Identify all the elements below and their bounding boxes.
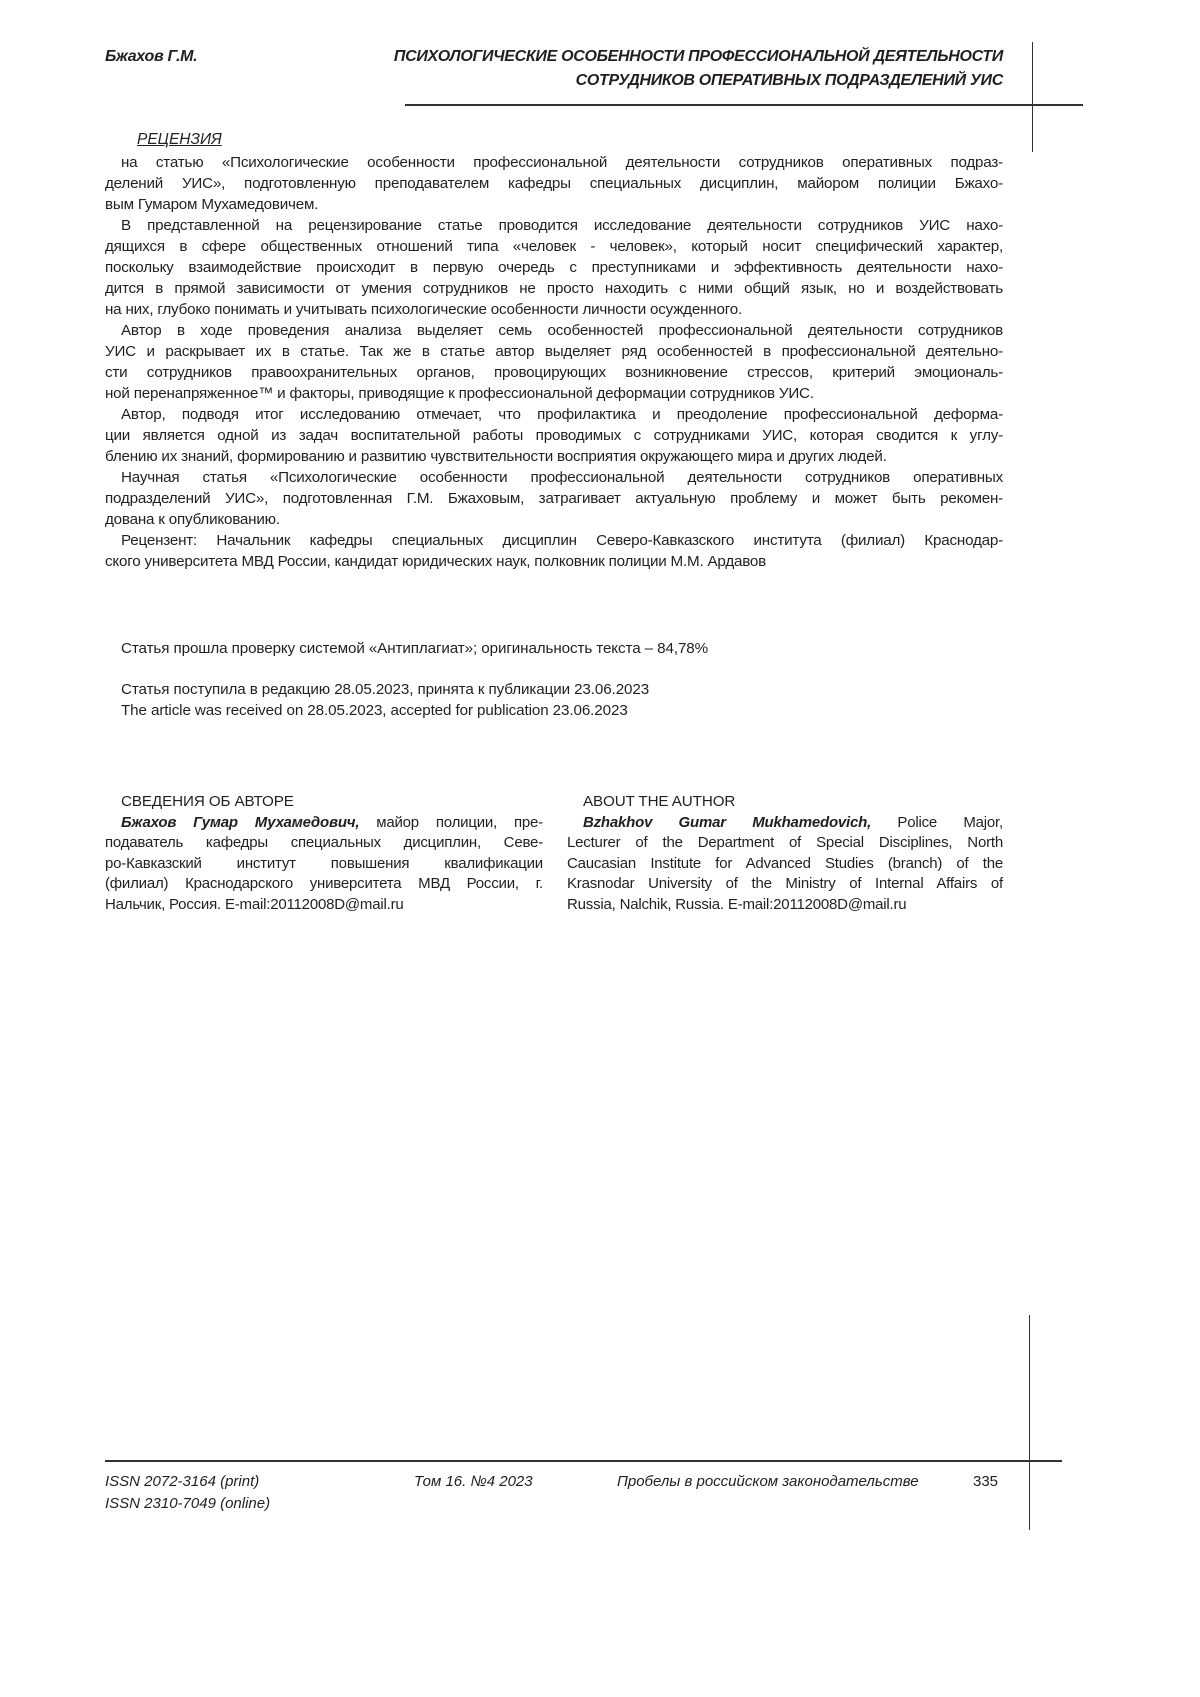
review-paragraph-3-line: ной перенапряженное™ и факторы, приводящие к профессиональной деформации сотрудников УИС. xyxy=(105,385,814,402)
review-paragraph-6-line: Рецензент: Начальник кафедры специальных дисциплин Северо-Кавказского института (филиал) Краснодар- xyxy=(121,532,1003,549)
author-en-rank: Police Major, xyxy=(871,813,1003,831)
header-vertical-rule xyxy=(1032,42,1033,152)
author-en-line: Caucasian Institute for Advanced Studies (branch) of the xyxy=(567,854,1003,872)
author-ru-line: (филиал) Краснодарского университета МВД России, г. xyxy=(105,875,543,892)
author-ru-line: Нальчик, Россия. E-mail:20112008D@mail.ru xyxy=(105,895,404,913)
author-en-name: Bzhakhov Gumar Mukhamedovich, xyxy=(583,813,872,831)
running-title xyxy=(394,45,1003,93)
review-paragraph-5-line: подразделений УИС», подготовленная Г.М. Бжаховым, затрагивает актуальную проблему и может быть рекомен- xyxy=(105,490,1003,507)
volume-issue: Том 16. №4 2023 xyxy=(414,1473,533,1490)
antiplagiat-note: Статья прошла проверку системой «Антиплагиат»; оригинальность текста – 84,78% xyxy=(121,640,709,657)
review-paragraph-1-line: вым Гумаром Мухамедовичем. xyxy=(105,196,319,213)
review-paragraph-4-line: блению их знаний, формированию и развитию чувствительности восприятия окружающего мира и других людей. xyxy=(105,448,887,465)
page-number: 335 xyxy=(973,1473,999,1490)
author-en-line: Lecturer of the Department of Special Disciplines, North xyxy=(567,834,1003,851)
review-paragraph-4-line: Автор, подводя итог исследованию отмечает, что профилактика и преодоление профессиональной деформа- xyxy=(121,406,1003,423)
journal-name: Пробелы в российском законодательстве xyxy=(617,1473,919,1490)
review-paragraph-1-line: на статью «Психологические особенности профессиональной деятельности сотрудников оперативных подраз- xyxy=(121,154,1003,171)
author-en-first-line xyxy=(567,813,1003,834)
running-title-line2: СОТРУДНИКОВ ОПЕРАТИВНЫХ ПОДРАЗДЕЛЕНИЙ УИС xyxy=(575,72,1003,89)
review-paragraph-2-line: на них, глубоко понимать и учитывать психологические особенности личности осужденного. xyxy=(105,301,742,318)
author-en-line: Russia, Nalchik, Russia. E-mail:20112008D@mail.ru xyxy=(567,895,907,913)
received-ru: Статья поступила в редакцию 28.05.2023, принята к публикации 23.06.2023 xyxy=(121,681,650,698)
author-ru-rank: майор полиции, пре- xyxy=(359,813,543,831)
author-ru-line: подаватель кафедры специальных дисциплин, Севе- xyxy=(105,834,543,851)
issn-print: ISSN 2072-3164 (print) xyxy=(105,1473,260,1490)
review-paragraph-5-line: дована к опубликованию. xyxy=(105,511,280,528)
author-ru-name: Бжахов Гумар Мухамедович, xyxy=(121,813,360,831)
author-ru-line: ро-Кавказский институт повышения квалификации xyxy=(105,854,543,872)
review-paragraph-2-line: дящихся в сфере общественных отношений типа «человек - человек», который носит специфический характер, xyxy=(105,238,1003,255)
received-en: The article was received on 28.05.2023, accepted for publication 23.06.2023 xyxy=(121,702,628,719)
author-ru-heading: СВЕДЕНИЯ ОБ АВТОРЕ xyxy=(121,793,294,810)
review-paragraph-2-line: В представленной на рецензирование статье проводится исследование деятельности сотрудников УИС нахо- xyxy=(121,217,1003,234)
review-paragraph-6-line: ского университета МВД России, кандидат юридических наук, полковник полиции М.М. Ардавов xyxy=(105,553,767,570)
running-author: Бжахов Г.М. xyxy=(105,48,198,65)
author-en-line: Krasnodar University of the Ministry of Internal Affairs of xyxy=(567,875,1003,892)
author-en-heading: ABOUT THE AUTHOR xyxy=(583,793,736,810)
author-ru-first-line xyxy=(105,813,543,834)
author-info-en xyxy=(567,792,1003,915)
review-paragraph-3-line: УИС и раскрывает их в статье. Так же в статье автор выделяет ряд особенностей в профессиональной деятельно- xyxy=(105,343,1003,360)
footer-rule xyxy=(105,1460,1062,1462)
review-body xyxy=(105,152,1003,572)
review-paragraph-2-line: дится в прямой зависимости от умения сотрудников не просто находить с ними общий язык, но и воздействовать xyxy=(105,280,1003,297)
issn-online: ISSN 2310-7049 (online) xyxy=(105,1495,271,1512)
review-paragraph-3-line: сти сотрудников правоохранительных органов, провоцирующих возникновение стрессов, критерий эмоциональ- xyxy=(105,364,1003,381)
review-paragraph-5-line: Научная статья «Психологические особенности профессиональной деятельности сотрудников оперативных xyxy=(121,469,1003,486)
review-paragraph-1-line: делений УИС», подготовленную преподавателем кафедры специальных дисциплин, майором полиции Бжахо- xyxy=(105,175,1003,192)
review-heading: РЕЦЕНЗИЯ xyxy=(137,131,222,148)
header-rule xyxy=(405,104,1083,106)
review-paragraph-4-line: ции является одной из задач воспитательной работы проводимых с сотрудниками УИС, которая сводится к углу- xyxy=(105,427,1003,444)
footer-vertical-rule xyxy=(1029,1315,1030,1530)
review-paragraph-2-line: поскольку взаимодействие происходит в первую очередь с преступниками и эффективность деятельности нахо- xyxy=(105,259,1003,276)
running-title-line1: ПСИХОЛОГИЧЕСКИЕ ОСОБЕННОСТИ ПРОФЕССИОНАЛЬНОЙ ДЕЯТЕЛЬНОСТИ xyxy=(393,48,1003,65)
author-info-ru xyxy=(105,792,543,915)
review-paragraph-3-line: Автор в ходе проведения анализа выделяет семь особенностей профессиональной деятельности сотрудников xyxy=(121,322,1003,339)
